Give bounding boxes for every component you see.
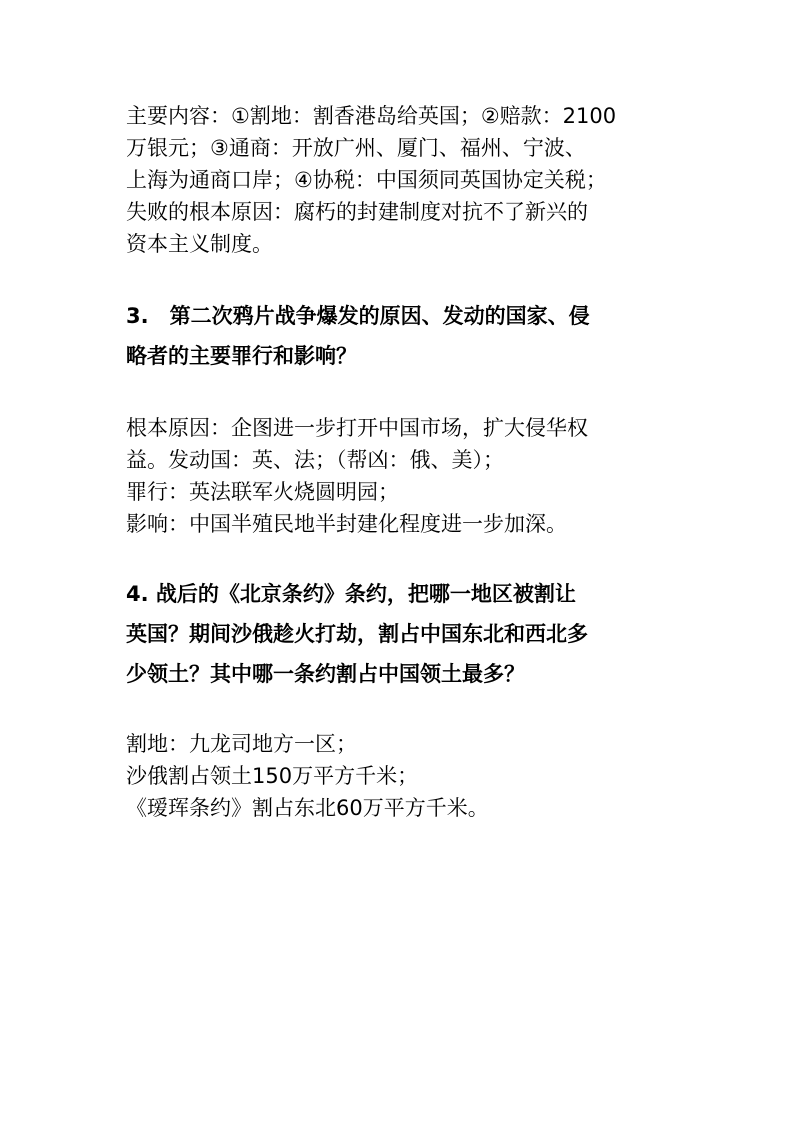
- question-line: 4. 战后的《北京条约》条约，把哪一地区被割让: [126, 582, 576, 606]
- question-3-heading: [126, 296, 668, 376]
- answer-3: [126, 412, 668, 540]
- answer-line: 割地：九龙司地方一区；: [126, 732, 357, 756]
- answer-line: 沙俄割占领土150万平方千米；: [126, 764, 419, 788]
- section-2-answer: [126, 100, 668, 260]
- answer-line: 资本主义制度。: [126, 232, 273, 256]
- answer-4: [126, 728, 668, 824]
- answer-line: 主要内容：①割地：割香港岛给英国；②赔款：2100: [126, 104, 617, 128]
- answer-line: 万银元；③通商：开放广州、厦门、福州、宁波、: [126, 136, 586, 160]
- question-line: 略者的主要罪行和影响？: [126, 344, 357, 368]
- answer-line: 影响：中国半殖民地半封建化程度进一步加深。: [126, 512, 567, 536]
- answer-line: 益。发动国：英、法；（帮凶：俄、美）；: [126, 448, 504, 472]
- question-4-heading: [126, 574, 668, 694]
- answer-line: 《瑷珲条约》割占东北60万平方千米。: [126, 796, 489, 820]
- answer-line: 失败的根本原因：腐朽的封建制度对抗不了新兴的: [126, 200, 588, 224]
- question-line: 少领土？其中哪一条约割占中国领土最多？: [126, 662, 525, 686]
- question-line: 3. 第二次鸦片战争爆发的原因、发动的国家、侵: [126, 304, 590, 328]
- answer-line: 罪行：英法联军火烧圆明园；: [126, 480, 399, 504]
- answer-line: 根本原因：企图进一步打开中国市场，扩大侵华权: [126, 416, 588, 440]
- answer-line: 上海为通商口岸；④协税：中国须同英国协定关税；: [126, 168, 607, 192]
- question-line: 英国？期间沙俄趁火打劫，割占中国东北和西北多: [126, 622, 588, 646]
